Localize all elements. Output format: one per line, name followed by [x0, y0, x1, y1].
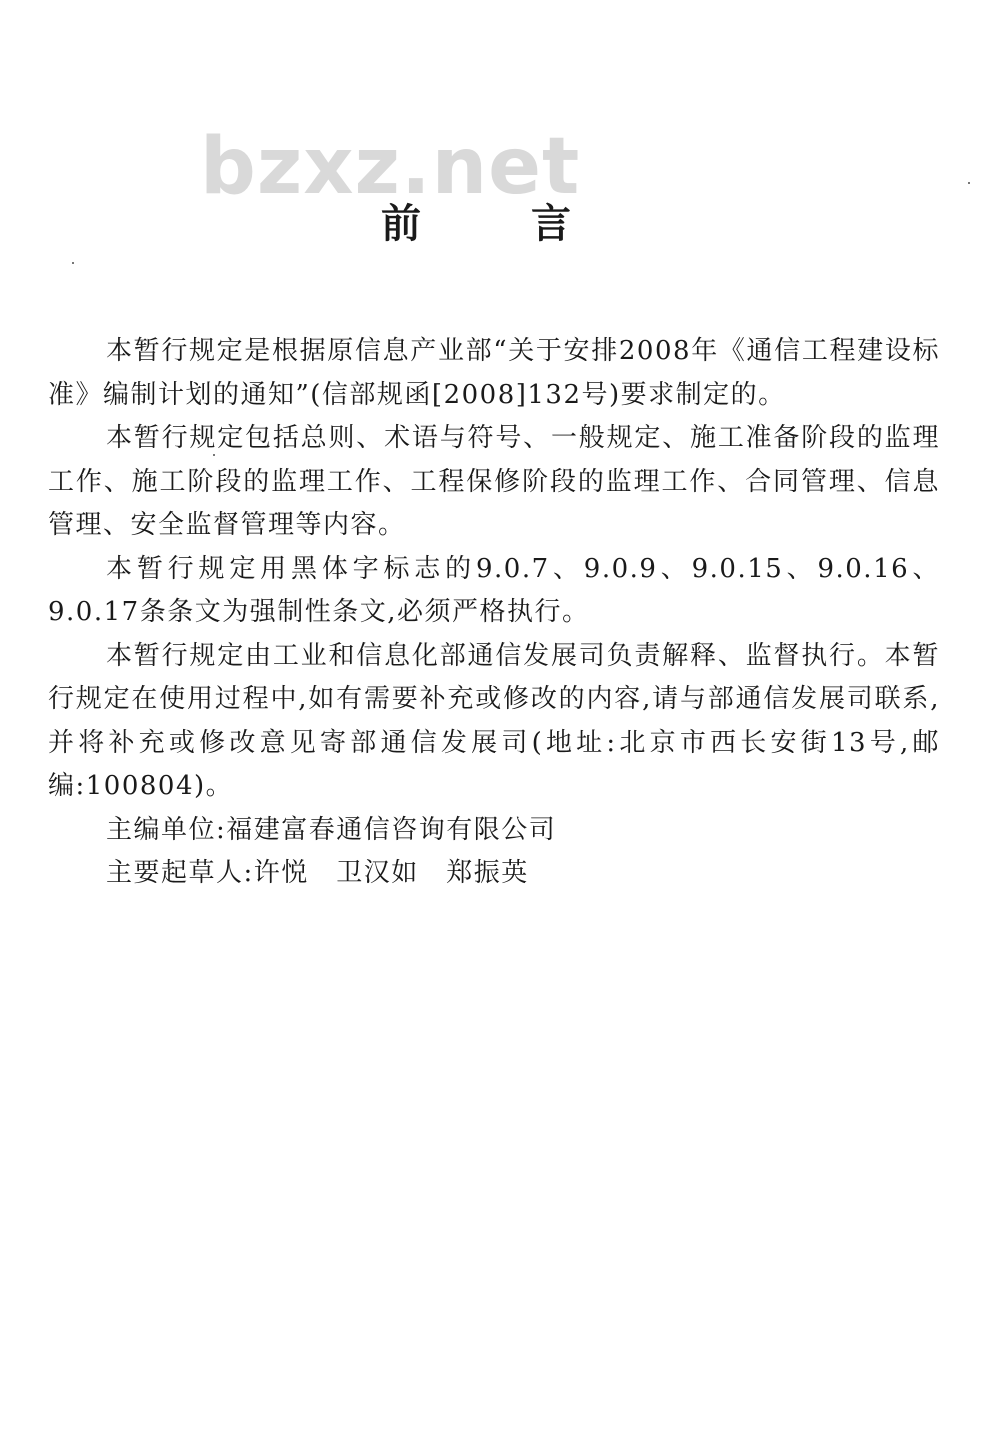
editor-unit: 主编单位:福建富春通信咨询有限公司 [106, 814, 557, 845]
page-title: 前 言 [381, 201, 619, 247]
scan-speck [213, 454, 215, 456]
watermark: bzxz.net [200, 122, 581, 212]
preface-body [48, 330, 940, 896]
paragraph-contents: 本暂行规定包括总则、术语与符号、一般规定、施工准备阶段的监理工作、施工阶段的监理工作、工程保修阶段的监理工作、合同管理、信息管理、安全监督管理等内容。 [48, 423, 940, 540]
scan-speck [72, 262, 74, 264]
paragraph-interpretation: 本暂行规定由工业和信息化部通信发展司负责解释、监督执行。本暂行规定在使用过程中,如有需要补充或修改的内容,请与部通信发展司联系,并将补充或修改意见寄部通信发展司(地址:北京市西长安街13号,邮编:100804)。 [48, 640, 940, 801]
scan-speck [968, 182, 970, 184]
drafters: 主要起草人:许悦 卫汉如 郑振英 [106, 858, 529, 888]
paragraph-mandatory-clauses: 本暂行规定用黑体字标志的9.0.7、9.0.9、9.0.15、9.0.16、9.0.17条条文为强制性条文,必须严格执行。 [48, 553, 940, 627]
paragraph-basis: 本暂行规定是根据原信息产业部“关于安排2008年《通信工程建设标准》编制计划的通知”(信部规函[2008]132号)要求制定的。 [48, 336, 940, 410]
